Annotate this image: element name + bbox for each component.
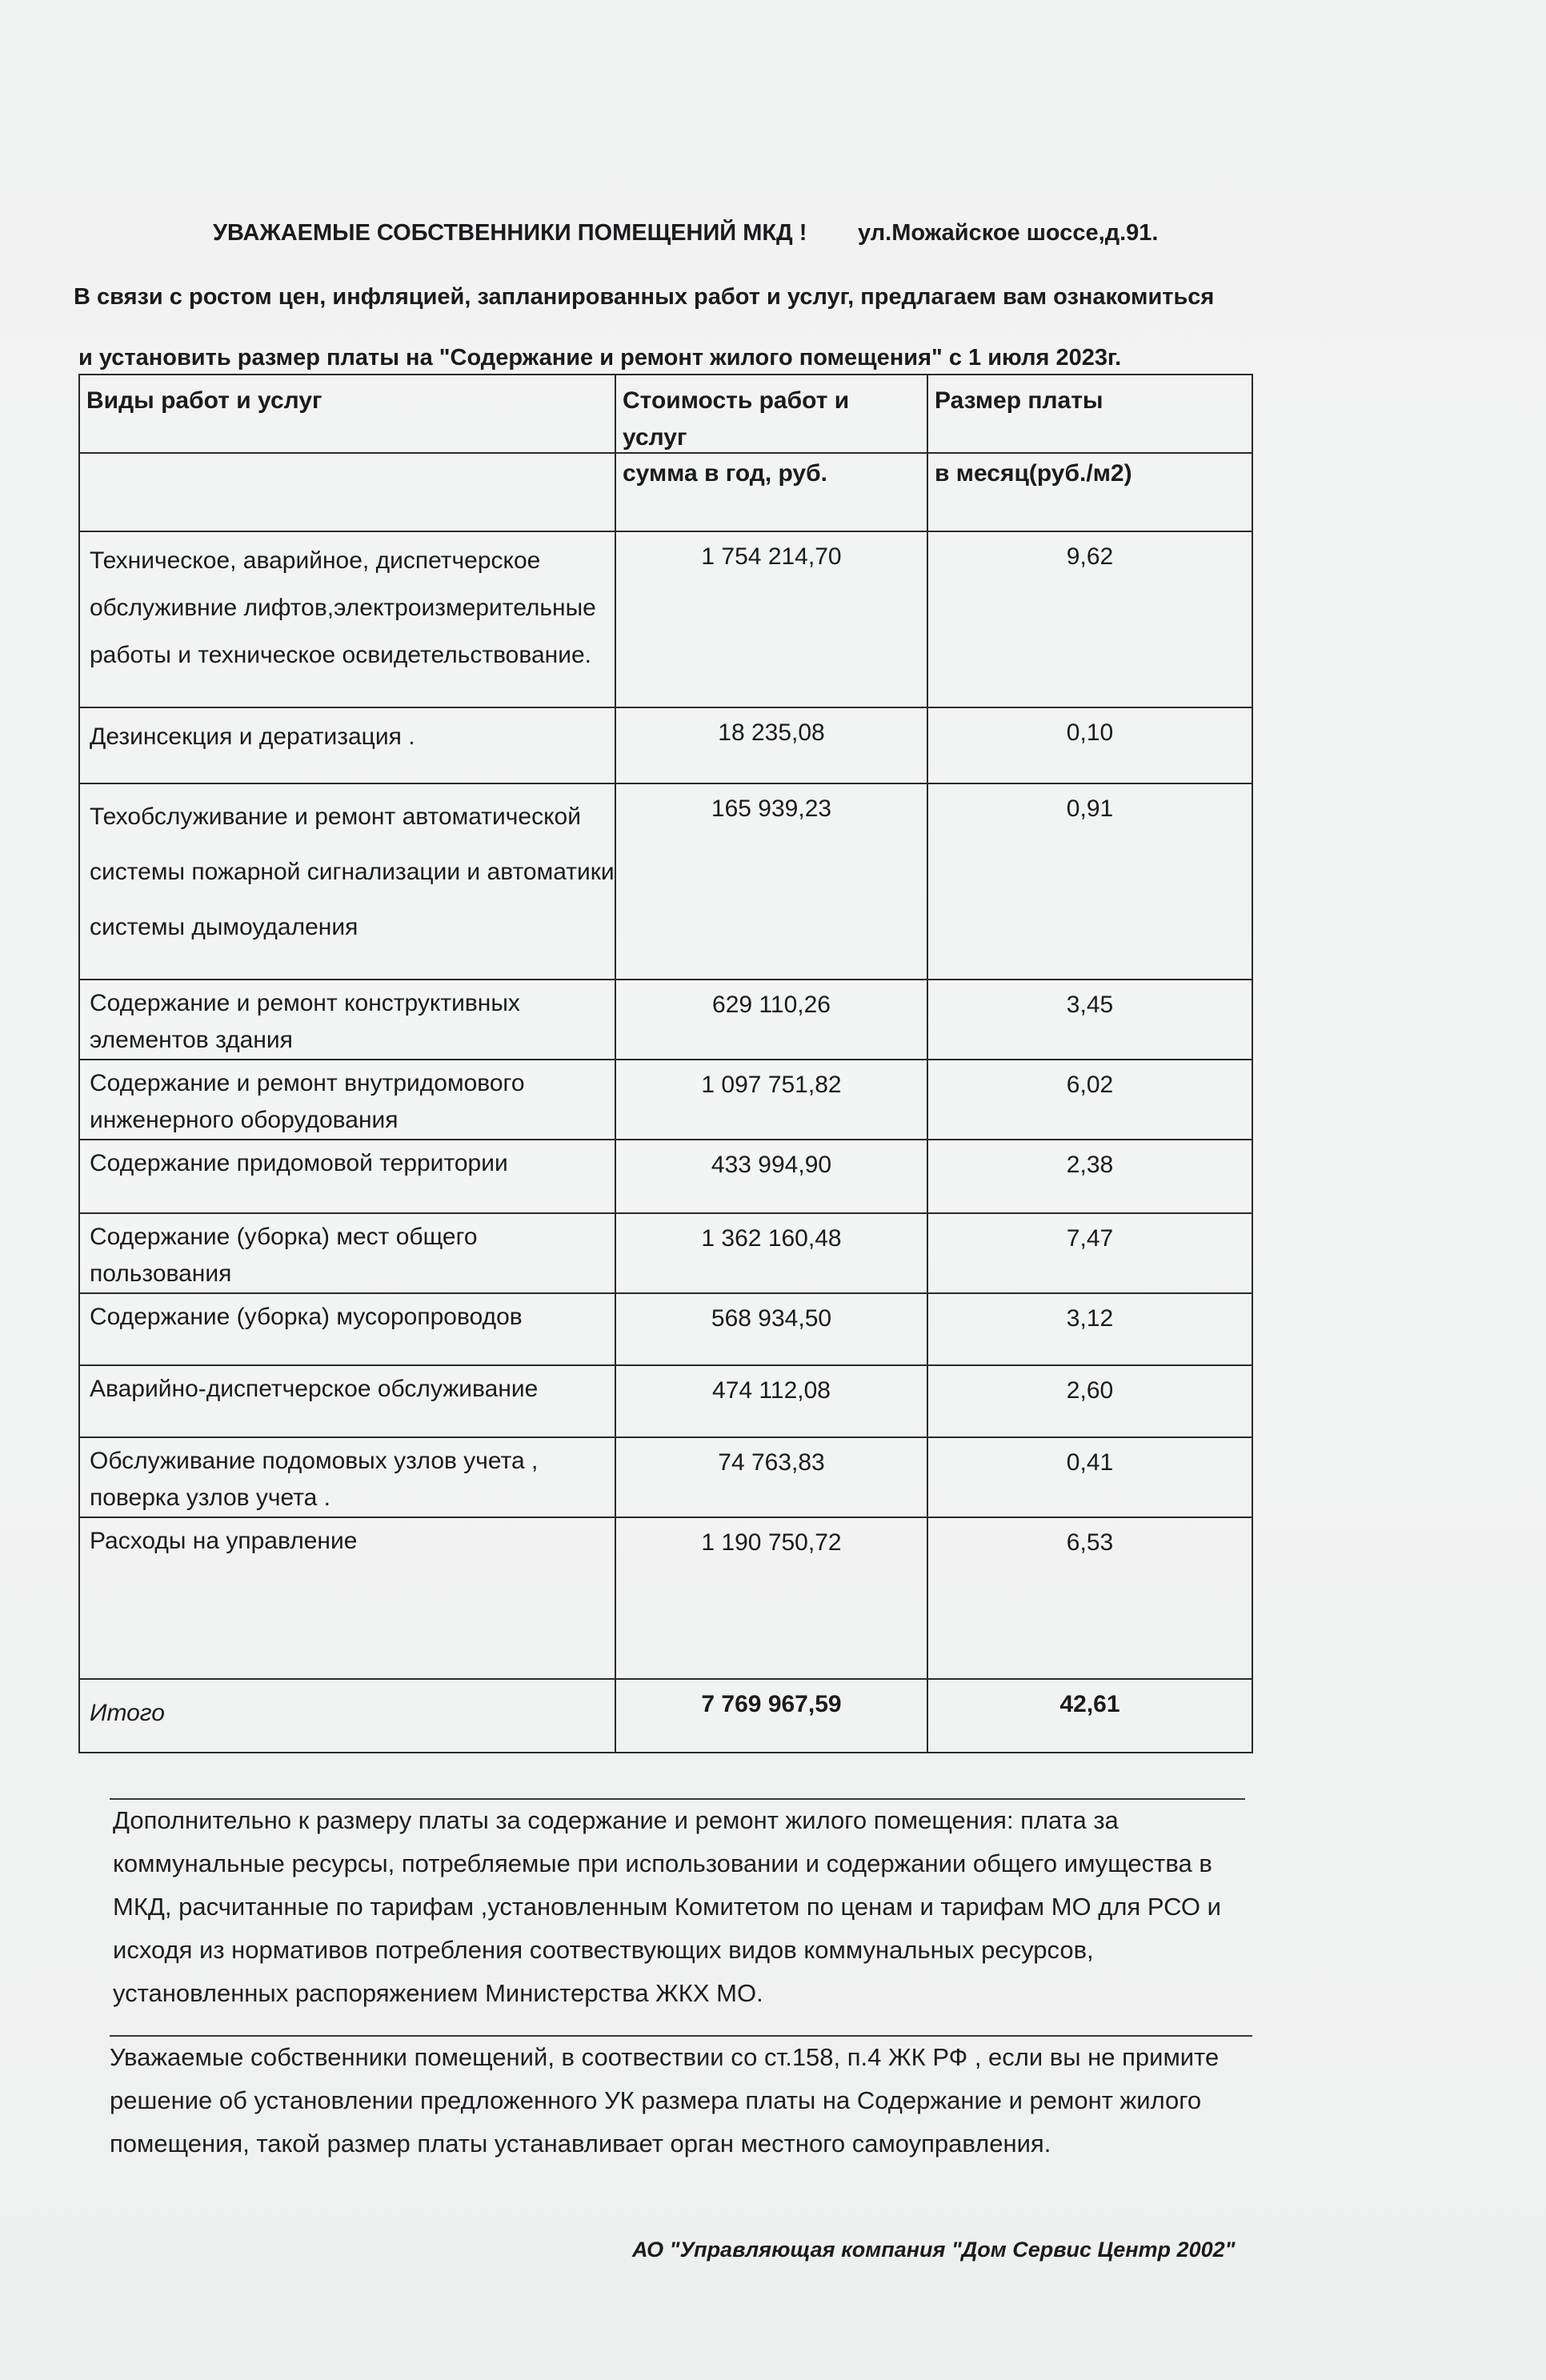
- table-row: Содержание и ремонт внутридомового инженерного оборудования 1 097 751,82 6,02: [79, 1060, 1252, 1140]
- intro-line-1: В связи с ростом цен, инфляцией, запланированных работ и услуг, предлагаем вам ознакомиться: [74, 284, 1215, 310]
- table-row: Дезинсекция и дератизация . 18 235,08 0,10: [79, 707, 1252, 783]
- total-label: Итого: [79, 1679, 615, 1753]
- header-rate: Размер платы: [927, 375, 1252, 453]
- table-row: Техническое, аварийное, диспетчерское обслуживние лифтов,электроизмерительные работы и техническое освидетельствование. 1 754 214,70 9,62: [79, 531, 1252, 707]
- company-signature: АО "Управляющая компания "Дом Сервис Центр 2002": [632, 2238, 1236, 2262]
- document-title: УВАЖАЕМЫЕ СОБСТВЕННИКИ ПОМЕЩЕНИЙ МКД !: [213, 220, 807, 246]
- table-header-row: [79, 375, 1252, 453]
- table-subheader-row: сумма в год, руб. в месяц(руб./м2): [79, 453, 1252, 531]
- header-services: Виды работ и услуг: [79, 375, 615, 453]
- note-utility-resources: Дополнительно к размеру платы за содержание и ремонт жилого помещения: плата за коммунальные ресурсы, потребляемые при использовании и содержании общего имущества в МКД, расчитанные по тарифам ,установленным Комитетом по ценам и тарифам МО для РСО и исходя из нормативов потребления соотвествующих видов коммунальных ресурсов, установленных распоряжением Министерства ЖКХ МО.: [113, 1806, 1221, 2007]
- table-row: Содержание придомовой территории 433 994,90 2,38: [79, 1140, 1252, 1213]
- table-row: Обслуживание подомовых узлов учета , поверка узлов учета . 74 763,83 0,41: [79, 1437, 1252, 1517]
- table-row: Аварийно-диспетчерское обслуживание 474 112,08 2,60: [79, 1365, 1252, 1437]
- intro-line-2: и установить размер платы на "Содержание и ремонт жилого помещения" с 1 июля 2023г.: [78, 345, 1122, 371]
- header-cost: Стоимость работ и услуг: [615, 375, 927, 453]
- building-address: ул.Можайское шоссе,д.91.: [858, 220, 1159, 246]
- total-rate: 42,61: [927, 1679, 1252, 1753]
- note-owners-decision: Уважаемые собственники помещений, в соотвествии со ст.158, п.4 ЖК РФ , если вы не примите решение об установлении предложенного УК размера платы на Содержание и ремонт жилого помещения, такой размер платы устанавливает орган местного самоуправления.: [110, 2043, 1220, 2158]
- total-sum: 7 769 967,59: [615, 1679, 927, 1753]
- table-row: Содержание (уборка) мест общего пользования 1 362 160,48 7,47: [79, 1213, 1252, 1293]
- services-table: [78, 374, 1253, 1753]
- table-total-row: [79, 1679, 1252, 1753]
- table-row: Техобслуживание и ремонт автоматической системы пожарной сигнализации и автоматики системы дымоудаления 165 939,23 0,91: [79, 783, 1252, 980]
- table-row: Содержание и ремонт конструктивных элементов здания 629 110,26 3,45: [79, 980, 1252, 1060]
- table-row: Содержание (уборка) мусоропроводов 568 934,50 3,12: [79, 1293, 1252, 1365]
- table-row: Расходы на управление 1 190 750,72 6,53: [79, 1517, 1252, 1679]
